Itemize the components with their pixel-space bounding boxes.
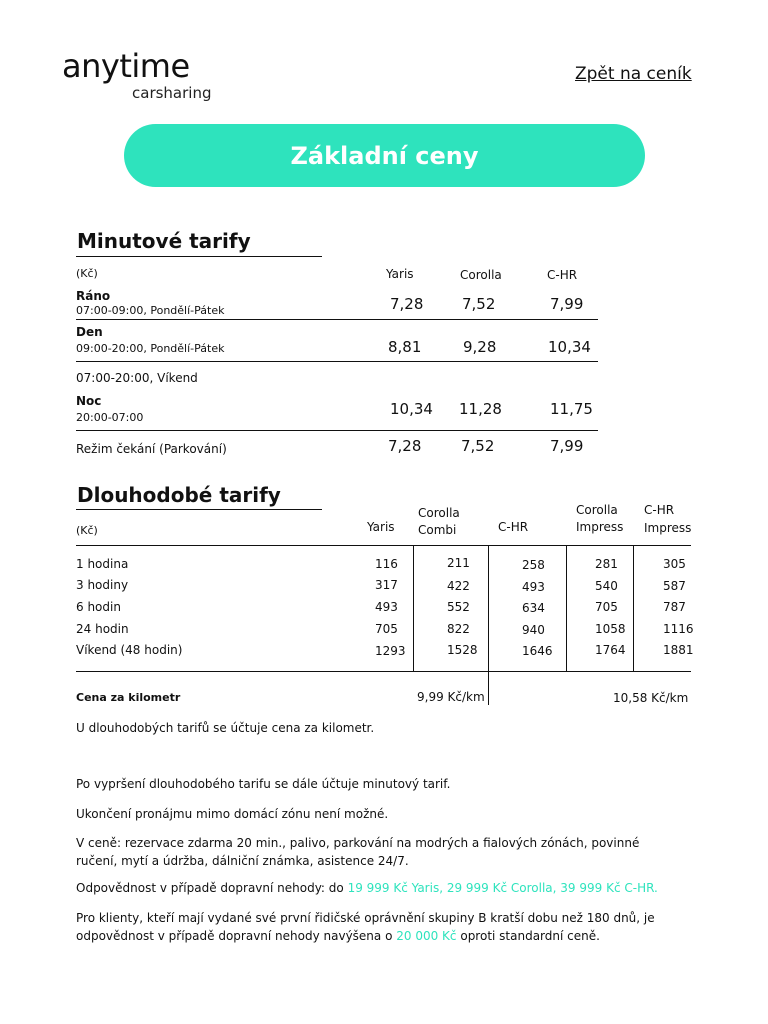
long-tariffs-heading: Dlouhodobé tarify: [77, 483, 281, 507]
new-driver-surcharge: 20 000 Kč: [396, 929, 457, 943]
note-liability: [76, 882, 658, 894]
value-cell: 7,52: [461, 437, 495, 455]
value-cell: 7,99: [550, 437, 584, 455]
heading-underline: [76, 256, 322, 257]
value-cell: 1881: [663, 643, 694, 657]
row-sub-rano: 07:00-09:00, Pondělí-Pátek: [76, 304, 225, 317]
new-driver-prefix: odpovědnost v případě dopravní nehody navýšena o: [76, 929, 397, 943]
value-cell: 822: [447, 622, 470, 636]
note-after-longterm: Po vypršení dlouhodobého tarifu se dále účtuje minutový tarif.: [76, 777, 451, 791]
column-divider: [488, 545, 489, 705]
km-price-note: U dlouhodobých tarifů se účtuje cena za kilometr.: [76, 721, 375, 735]
note-included-line2: ručení, mytí a údržba, dálniční známka, asistence 24/7.: [76, 854, 409, 868]
value-cell: 787: [663, 600, 686, 614]
back-to-pricing-link[interactable]: Zpět na ceník: [575, 64, 692, 84]
col-header-yaris: Yaris: [386, 267, 414, 281]
table-bottom-rule: [76, 671, 691, 672]
row-divider: [76, 319, 598, 320]
row-name: 6 hodin: [76, 600, 121, 614]
col-header-chr-impress-1: C-HR: [644, 503, 675, 517]
note-included-line1: V ceně: rezervace zdarma 20 min., palivo, parkování na modrých a fialových zónách, povinné: [76, 836, 640, 850]
liability-amounts: 19 999 Kč Yaris, 29 999 Kč Corolla, 39 999 Kč C-HR.: [347, 881, 658, 895]
value-cell: 11,75: [550, 400, 593, 418]
liability-prefix: Odpovědnost v případě dopravní nehody: do: [76, 881, 348, 895]
row-name-waiting: Režim čekání (Parkování): [76, 442, 227, 456]
title-banner: [124, 124, 645, 187]
col-header-chr-impress-2: Impress: [644, 521, 692, 535]
value-cell: 317: [375, 578, 398, 592]
row-sub-noc: 20:00-07:00: [76, 411, 144, 424]
page-title: Základní ceny: [290, 141, 479, 170]
col-header-corolla-combi-2: Combi: [418, 523, 457, 537]
value-cell: 10,34: [548, 338, 591, 356]
value-cell: 281: [595, 557, 618, 571]
km-price-label: Cena za kilometr: [76, 691, 181, 704]
col-header-chr: C-HR: [498, 520, 529, 534]
note-new-driver-line2: [76, 930, 600, 942]
value-cell: 493: [522, 580, 545, 594]
value-cell: 7,28: [388, 437, 422, 455]
row-divider: [76, 361, 598, 362]
value-cell: 705: [595, 600, 618, 614]
value-cell: 422: [447, 579, 470, 593]
value-cell: 634: [522, 601, 545, 615]
value-cell: 10,34: [390, 400, 433, 418]
note-home-zone: Ukončení pronájmu mimo domácí zónu není možné.: [76, 807, 389, 821]
value-cell: 305: [663, 557, 686, 571]
value-cell: 1528: [447, 643, 478, 657]
value-cell: 1293: [375, 644, 406, 658]
unit-label: (Kč): [76, 524, 98, 537]
row-name-rano: Ráno: [76, 289, 111, 303]
note-new-driver-line1: Pro klienty, kteří mají vydané své první řidičské oprávnění skupiny B kratší dobu než 180 dnů, je: [76, 911, 655, 925]
minute-tariffs-heading: Minutové tarify: [77, 229, 251, 253]
column-divider: [566, 545, 567, 672]
row-name: 24 hodin: [76, 622, 129, 636]
col-header-corolla-combi-1: Corolla: [418, 506, 460, 520]
col-header-corolla-impress-1: Corolla: [576, 503, 618, 517]
value-cell: 7,99: [550, 295, 584, 313]
value-cell: 1058: [595, 622, 626, 636]
col-header-yaris: Yaris: [367, 520, 395, 534]
row-name-noc: Noc: [76, 394, 102, 408]
row-divider: [76, 430, 598, 431]
heading-underline: [76, 509, 322, 510]
value-cell: 540: [595, 579, 618, 593]
column-divider: [413, 545, 414, 672]
col-header-corolla: Corolla: [460, 268, 502, 282]
value-cell: 258: [522, 558, 545, 572]
value-cell: 940: [522, 623, 545, 637]
column-divider: [633, 545, 634, 672]
col-header-corolla-impress-2: Impress: [576, 520, 624, 534]
value-cell: 211: [447, 556, 470, 570]
value-cell: 1116: [663, 622, 694, 636]
value-cell: 552: [447, 600, 470, 614]
table-top-rule: [76, 545, 691, 546]
km-price-impress: 10,58 Kč/km: [613, 691, 689, 705]
row-name: Víkend (48 hodin): [76, 643, 183, 657]
km-price-standard: 9,99 Kč/km: [417, 690, 485, 704]
value-cell: 7,28: [390, 295, 424, 313]
row-name: 1 hodina: [76, 557, 129, 571]
new-driver-suffix: oproti standardní ceně.: [456, 929, 600, 943]
value-cell: 11,28: [459, 400, 502, 418]
col-header-chr: C-HR: [547, 268, 578, 282]
value-cell: 8,81: [388, 338, 422, 356]
logo-wordmark: anytime: [62, 47, 190, 85]
row-name-den: Den: [76, 325, 103, 339]
value-cell: 116: [375, 557, 398, 571]
row-sub-den: 09:00-20:00, Pondělí-Pátek: [76, 342, 225, 355]
value-cell: 705: [375, 622, 398, 636]
value-cell: 493: [375, 600, 398, 614]
value-cell: 1646: [522, 644, 553, 658]
row-name: 3 hodiny: [76, 578, 129, 592]
weekend-note: 07:00-20:00, Víkend: [76, 371, 198, 385]
unit-label: (Kč): [76, 267, 98, 280]
logo-subtitle: carsharing: [132, 84, 212, 102]
value-cell: 1764: [595, 643, 626, 657]
value-cell: 587: [663, 579, 686, 593]
value-cell: 9,28: [463, 338, 497, 356]
value-cell: 7,52: [462, 295, 496, 313]
